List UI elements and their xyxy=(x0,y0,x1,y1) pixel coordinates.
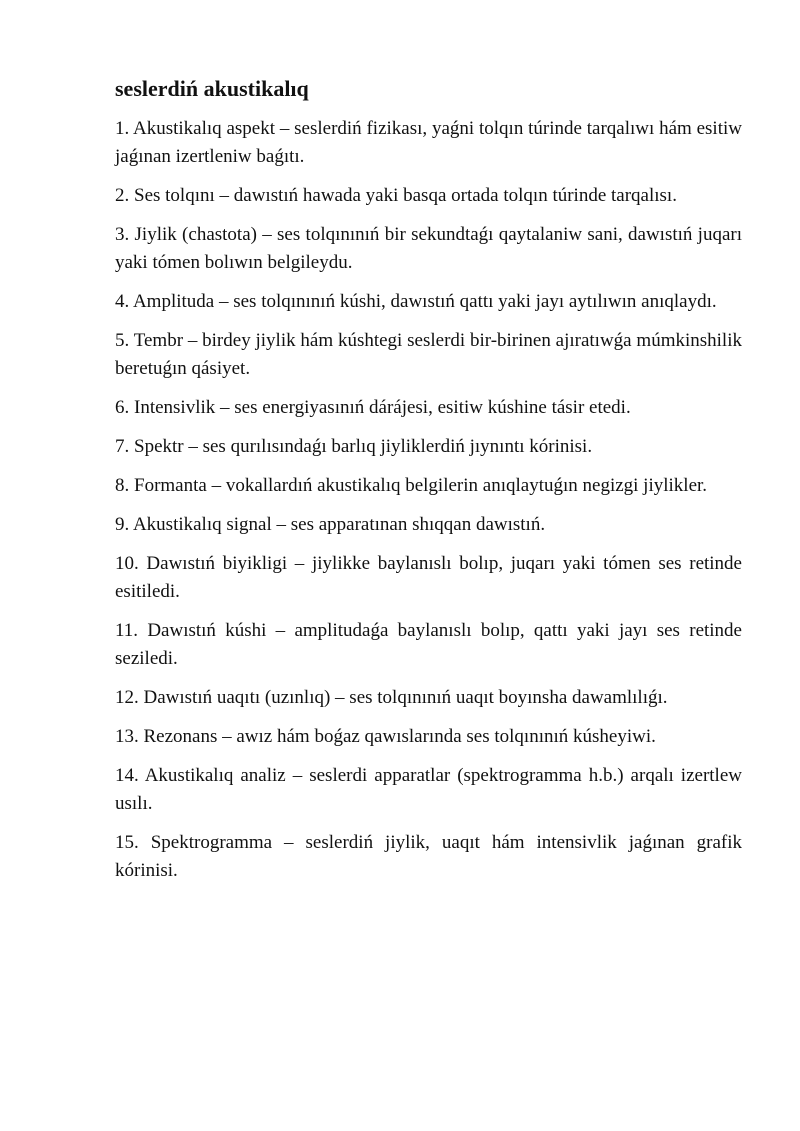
document-title: seslerdiń akustikalıq xyxy=(115,76,309,101)
term-item-14: 14. Akustikalıq analiz – seslerdi apparatlar (spektrogramma h.b.) arqalı izertlew usılı. xyxy=(115,765,742,814)
term-item-7: 7. Spektr – ses qurılısındaǵı barlıq jiyliklerdiń jıynıntı kórinisi. xyxy=(115,436,593,457)
term-item-13: 13. Rezonans – awız hám boǵaz qawıslarında ses tolqınınıń kúsheyiwi. xyxy=(115,726,656,747)
term-item-12: 12. Dawıstıń uaqıtı (uzınlıq) – ses tolqınınıń uaqıt boyınsha dawamlılıǵı. xyxy=(115,687,668,708)
term-item-15: 15. Spektrogramma – seslerdiń jiylik, uaqıt hám intensivlik jaǵınan grafik kórinisi. xyxy=(115,832,742,881)
term-item-3: 3. Jiylik (chastota) – ses tolqınınıń bir sekundtaǵı qaytalaniw sani, dawıstıń juqarı yaki tómen bolıwın belgileydu. xyxy=(115,224,742,273)
term-item-8: 8. Formanta – vokallardıń akustikalıq belgilerin anıqlaytuǵın negizgi jiylikler. xyxy=(115,475,708,496)
term-item-4: 4. Amplituda – ses tolqınınıń kúshi, dawıstıń qattı yaki jayı aytılıwın anıqlaydı. xyxy=(115,291,717,312)
term-item-9: 9. Akustikalıq signal – ses apparatınan shıqqan dawıstıń. xyxy=(115,514,546,535)
term-item-5: 5. Tembr – birdey jiylik hám kúshtegi seslerdi bir-birinen ajıratıwǵa múmkinshilik beretuǵın qásiyet. xyxy=(115,330,742,379)
term-list xyxy=(115,115,742,885)
term-item-2: 2. Ses tolqını – dawıstıń hawada yaki basqa ortada tolqın túrinde tarqalısı. xyxy=(115,185,677,206)
term-item-11: 11. Dawıstıń kúshi – amplitudaǵa baylanıslı bolıp, qattı yaki jayı ses retinde seziledi. xyxy=(115,620,742,669)
term-item-10: 10. Dawıstıń biyikligi – jiylikke baylanıslı bolıp, juqarı yaki tómen ses retinde esitiledi. xyxy=(115,553,742,602)
term-item-1: 1. Akustikalıq aspekt – seslerdiń fizikası, yaǵni tolqın túrinde tarqalıwı hám esitiw jaǵınan izertleniw baǵıtı. xyxy=(115,118,742,167)
term-item-6: 6. Intensivlik – ses energiyasınıń dárájesi, esitiw kúshine tásir etedi. xyxy=(115,397,631,418)
